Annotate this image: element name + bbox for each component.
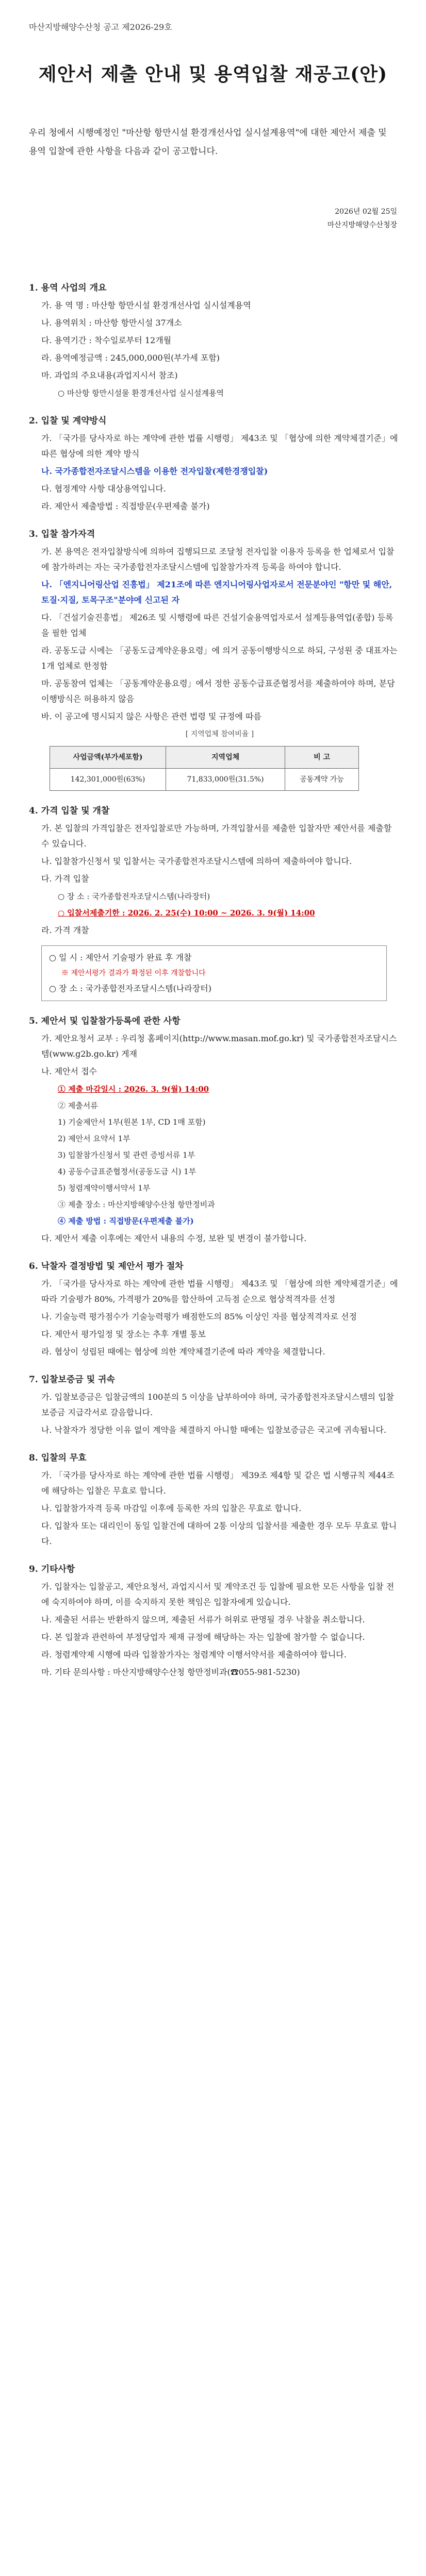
list-item: 바. 이 공고에 명시되지 않은 사항은 관련 법령 및 규정에 따름: [41, 711, 261, 721]
list-item: 3) 입찰참가신청서 및 관련 증빙서류 1부: [58, 1150, 195, 1160]
section-title: 7. 입찰보증금 및 귀속: [29, 1375, 115, 1385]
section-title: 9. 기타사항: [29, 1564, 75, 1574]
table-header: 사업금액(부가세포함): [50, 747, 166, 769]
list-item: 나. 국가종합전자조달시스템을 이용한 전자입찰(제한경쟁입찰): [41, 466, 268, 476]
list-item: 나. 「엔지니어링산업 진흥법」 제21조에 따른 엔지니어링사업자로서 전문분야인 "항만 및 해안, 토질·지질, 토목구조"분야에 신고된 자: [41, 580, 392, 605]
list-item: ○ 마산항 항만시설물 환경개선사업 실시설계용역: [58, 388, 224, 398]
list-item: 라. 가격 개찰: [41, 925, 89, 935]
submit-deadline: ① 제출 마감일시 : 2026. 3. 9(월) 14:00: [58, 1084, 209, 1094]
list-item: 가. 입찰자는 입찰공고, 제안요청서, 과업지시서 및 계약조건 등 입찰에 필요한 모든 사항을 입찰 전에 숙지하여야 하며, 이를 숙지하지 못한 책임은 입찰자에게 있습니다.: [41, 1582, 395, 1607]
list-item: 다. 가격 입찰: [41, 874, 89, 884]
list-item: 나. 입찰참가신청서 및 입찰서는 국가종합전자조달시스템에 의하여 제출하여야 합니다.: [41, 856, 352, 866]
table-caption: [ 지역업체 참여비율 ]: [185, 730, 254, 738]
list-item: 마. 과업의 주요내용(과업지시서 참조): [41, 370, 178, 380]
list-item: 라. 공동도급 시에는 「공동도급계약운용요령」에 의거 공동이행방식으로 하되, 구성원 중 대표자는 1개 업체로 한정함: [41, 646, 398, 671]
section-title: 3. 입찰 참가자격: [29, 529, 95, 539]
list-item: 1) 기술제안서 1부(원본 1부, CD 1매 포함): [58, 1117, 206, 1127]
table-row: [50, 769, 359, 791]
list-item: 가. 본 용역은 전자입찰방식에 의하여 집행되므로 조달청 전자입찰 이용자 등록을 한 업체로서 입찰에 참가하려는 자는 국가종합전자조달시스템에 입찰참가자격 등록을 하여야 합니다.: [41, 547, 395, 572]
notice-number: 마산지방해양수산청 공고 제2026-29호: [29, 22, 172, 32]
list-item: 다. 제안서 제출 이후에는 제안서 내용의 수정, 보완 및 변경이 불가합니다.: [41, 1233, 307, 1243]
list-item: 나. 용역위치 : 마산항 항만시설 37개소: [41, 318, 182, 328]
list-item: 나. 낙찰자가 정당한 이유 없이 계약을 체결하지 아니할 때에는 입찰보증금은 국고에 귀속됩니다.: [41, 1425, 386, 1435]
list-item: 다. 입찰자 또는 대리인이 동일 입찰건에 대하여 2통 이상의 입찰서를 제출한 경우 모두 무효로 합니다.: [41, 1521, 397, 1546]
section-title: 1. 용역 사업의 개요: [29, 283, 107, 293]
table-header: 지역업체: [166, 747, 285, 769]
rate-table: [50, 746, 359, 791]
section-title: 2. 입찰 및 계약방식: [29, 416, 107, 426]
list-item: 나. 입찰참가자격 등록 마감일 이후에 등록한 자의 입찰은 무효로 합니다.: [41, 1503, 302, 1513]
section-title: 4. 가격 입찰 및 개찰: [29, 806, 110, 816]
list-item: 마. 공동참여 업체는 「공동계약운용요령」에서 정한 공동수급표준협정서를 제출하여야 하며, 분담이행방식은 허용하지 않음: [41, 679, 395, 704]
list-item: 라. 제안서 제출방법 : 직접방문(우편제출 불가): [41, 501, 210, 511]
list-item: 라. 용역예정금액 : 245,000,000원(부가세 포함): [41, 353, 220, 363]
list-item: 5) 청렴계약이행서약서 1부: [58, 1183, 151, 1193]
notice-body: [29, 268, 398, 1682]
list-item: 다. 제안서 평가일정 및 장소는 추후 개별 통보: [41, 1329, 206, 1339]
list-item: 마. 기타 문의사항 : 마산지방해양수산청 항만정비과(☎055-981-5230): [41, 1667, 300, 1677]
list-item: 가. 입찰보증금은 입찰금액의 100분의 5 이상을 납부하여야 하며, 국가종합전자조달시스템의 입찰보증금 지급각서로 갈음합니다.: [41, 1392, 394, 1417]
list-item: 가. 「국가를 당사자로 하는 계약에 관한 법률 시행령」 제43조 및 「협상에 의한 계약체결기준」에 따른 협상에 의한 계약 방식: [41, 433, 398, 459]
table-cell: 공동계약 가능: [285, 769, 359, 791]
table-cell: 71,833,000원(31.5%): [166, 769, 285, 791]
list-item: 2) 제안서 요약서 1부: [58, 1134, 130, 1143]
list-item: 가. 본 입찰의 가격입찰은 전자입찰로만 가능하며, 가격입찰서를 제출한 입찰자만 제안서를 제출할 수 있습니다.: [41, 823, 392, 849]
list-item: 가. 용 역 명 : 마산항 항만시설 환경개선사업 실시설계용역: [41, 300, 251, 310]
table-header: 비 고: [285, 747, 359, 769]
list-item: ② 제출서류: [58, 1101, 98, 1110]
section-title: 6. 낙찰자 결정방법 및 제안서 평가 절차: [29, 1261, 184, 1272]
opening-place: ○ 장 소 : 국가종합전자조달시스템(나라장터): [49, 984, 211, 993]
intro-paragraph: 우리 청에서 시행예정인 "마산항 항만시설 환경개선사업 실시설계용역"에 대한 제안서 제출 및 용역 입찰에 관한 사항을 다음과 같이 공고합니다.: [29, 128, 387, 157]
opening-box: [41, 945, 387, 1001]
list-item: 다. 협정계약 사항 대상용역입니다.: [41, 484, 166, 494]
table-cell: 142,301,000원(63%): [50, 769, 166, 791]
list-item: 나. 제안서 접수: [41, 1066, 97, 1076]
list-item: 4) 공동수급표준협정서(공동도급 시) 1부: [58, 1167, 196, 1176]
notice-date: 2026년 02월 25일: [335, 208, 397, 216]
list-item: ○ 장 소 : 국가종합전자조달시스템(나라장터): [58, 892, 210, 901]
list-item: 다. 본 입찰과 관련하여 부정당업자 제재 규정에 해당하는 자는 입찰에 참가할 수 없습니다.: [41, 1632, 365, 1642]
bid-deadline: ○ 입찰서제출기한 : 2026. 2. 25(수) 10:00 ~ 2026. 3. 9(월) 14:00: [58, 908, 315, 918]
list-item: 가. 제안요청서 교부 : 우리청 홈페이지(http://www.masan.mof.go.kr) 및 국가종합전자조달시스템(www.g2b.go.kr) 게재: [41, 1033, 397, 1059]
list-item: 가. 「국가를 당사자로 하는 계약에 관한 법률 시행령」 제39조 제4항 및 같은 법 시행규칙 제44조에 해당하는 입찰은 무효로 합니다.: [41, 1470, 395, 1496]
list-item: 라. 청렴계약제 시행에 따라 입찰참가자는 청렴계약 이행서약서를 제출하여야 합니다.: [41, 1650, 347, 1659]
list-item: 나. 제출된 서류는 반환하지 않으며, 제출된 서류가 허위로 판명될 경우 낙찰을 취소합니다.: [41, 1615, 365, 1624]
section-title: 5. 제안서 및 입찰참가등록에 관한 사항: [29, 1016, 181, 1026]
list-item: ③ 제출 장소 : 마산지방해양수산청 항만정비과: [58, 1200, 215, 1209]
notice-issuer: 마산지방해양수산청장: [327, 221, 397, 229]
list-item: 다. 용역기간 : 착수일로부터 12개월: [41, 335, 172, 345]
list-item: ④ 제출 방법 : 직접방문(우편제출 불가): [58, 1216, 194, 1226]
list-item: 나. 기술능력 평가점수가 기술능력평가 배점한도의 85% 이상인 자를 협상적격자로 선정: [41, 1312, 357, 1321]
list-item: 가. 「국가를 당사자로 하는 계약에 관한 법률 시행령」 제43조 및 「협상에 의한 계약체결기준」에 따라 기술평가 80%, 가격평가 20%를 합산하여 고득점 순으로 협상적격자를 선정: [41, 1279, 398, 1304]
page-title: 제안서 제출 안내 및 용역입찰 재공고(안): [38, 63, 388, 85]
opening-note: ※ 제안서평가 결과가 확정된 이후 개찰합니다: [61, 969, 206, 977]
table-header-row: [50, 747, 359, 769]
opening-time: ○ 일 시 : 제안서 기술평가 완료 후 개찰: [49, 953, 192, 962]
list-item: 다. 「건설기술진흥법」 제26조 및 시행령에 따른 건설기술용역업자로서 설계등용역업(종합) 등록을 필한 업체: [41, 613, 394, 638]
list-item: 라. 협상이 성립된 때에는 협상에 의한 계약체결기준에 따라 계약을 체결합니다.: [41, 1347, 325, 1357]
section-title: 8. 입찰의 무효: [29, 1453, 87, 1463]
